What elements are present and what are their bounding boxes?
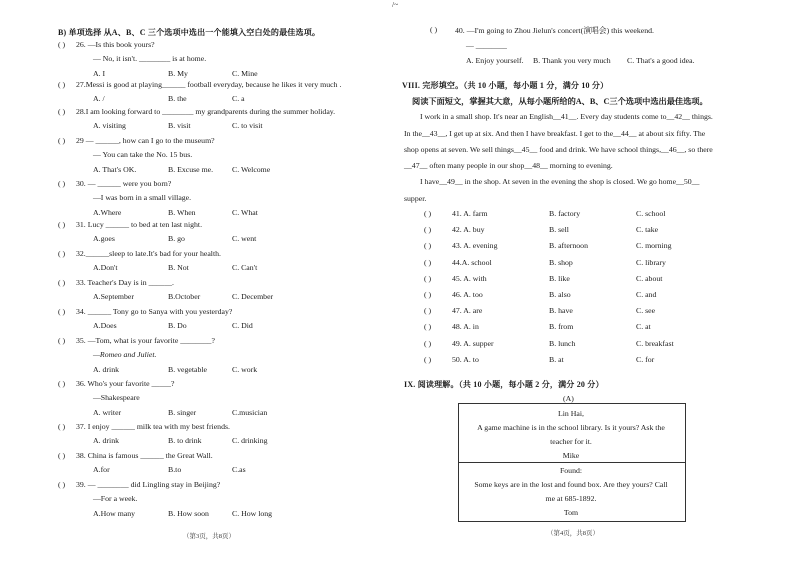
cloze-option-a: 45. A. with	[452, 273, 487, 283]
option-c: C. Mine	[232, 69, 258, 78]
q40-option-c: C. That's a good idea.	[627, 56, 695, 65]
option-c: C. drinking	[232, 436, 268, 445]
cloze-option-b: B. sell	[549, 225, 569, 235]
option-a: A. drink	[93, 365, 119, 374]
cloze-paren: ( )	[424, 225, 432, 235]
cloze-option-a: 49. A. supper	[452, 338, 494, 348]
option-b: B.to	[168, 465, 182, 474]
cloze-option-c: C. library	[636, 257, 666, 267]
option-c: C.as	[232, 465, 246, 474]
option-b: B. When	[168, 208, 196, 217]
section-viii-heading: VIII. 完形填空。（共 10 小题，每小题 1 分，满分 10 分）	[402, 81, 609, 90]
question-stem: 33. Teacher's Day is in ______.	[76, 278, 174, 287]
cloze-option-c: C. about	[636, 273, 663, 283]
notice1-line: A game machine is in the school library. Is it yours? Ask the	[477, 423, 665, 432]
question-paren: ( )	[58, 80, 66, 89]
cloze-paren: ( )	[424, 354, 432, 364]
notice1-signature: Mike	[562, 451, 580, 460]
cloze-option-a: 47. A. are	[452, 306, 483, 316]
option-c: C. Did	[232, 321, 253, 330]
passage-line-5: I have__49__ in the shop. At seven in the evening the shop is closed. We go home__50__	[420, 177, 700, 186]
cloze-option-a: 43. A. evening	[452, 241, 498, 251]
cloze-option-a: 42. A. buy	[452, 225, 485, 235]
cloze-paren: ( )	[424, 338, 432, 348]
cloze-option-c: C. school	[636, 209, 666, 218]
option-b: B. vegetable	[168, 365, 207, 374]
top-mark: /~	[392, 0, 399, 9]
cloze-option-a: 48. A. in	[452, 322, 479, 332]
cloze-paren: ( )	[424, 273, 432, 283]
option-a: A. drink	[93, 436, 119, 445]
question-stem: 29 — ______, how can I go to the museum?	[76, 136, 215, 145]
option-c: C. went	[232, 234, 257, 243]
cloze-paren: ( )	[424, 306, 432, 316]
question-stem: 27.Messi is good at playing______ football everyday, because he likes it very much .	[76, 80, 342, 89]
question-paren: ( )	[58, 220, 66, 229]
option-c: C. to visit	[232, 121, 263, 130]
option-b: B. visit	[168, 121, 191, 130]
cloze-option-b: B. lunch	[549, 338, 576, 348]
q40-option-b: B. Thank you very much	[533, 56, 611, 65]
option-b: B. go	[168, 234, 185, 243]
option-b: B. Excuse me.	[168, 165, 214, 174]
question-paren: ( )	[58, 451, 66, 460]
question-stem: 32.______sleep to late.It's bad for your health.	[76, 249, 221, 258]
cloze-option-c: C. for	[636, 354, 655, 364]
question-stem: 39. — ________ did Lingling stay in Beijing?	[76, 480, 221, 489]
passage-line-4: __47__ often many people in our shop__48__ morning to evening.	[404, 161, 613, 170]
question-stem: 26. —Is this book yours?	[76, 40, 155, 49]
q40-line2: — ________	[466, 41, 507, 50]
question-stem: 35. —Tom, what is your favorite ________?	[76, 336, 215, 345]
passage-line-1: I work in a small shop. It's near an English__41__. Every day students come to__42__ things.	[420, 112, 713, 121]
passage-line-2: In the__43__, I get up at six. And then I have breakfast. I get to the__44__ at about six fifty. The	[404, 129, 706, 138]
cloze-option-b: B. factory	[549, 209, 581, 218]
cloze-option-c: C. morning	[636, 241, 672, 251]
cloze-paren: ( )	[424, 241, 432, 251]
cloze-option-c: C. and	[636, 290, 657, 299]
cloze-option-b: B. from	[549, 322, 574, 332]
option-b: B.October	[168, 292, 201, 301]
cloze-option-a: 41. A. farm	[452, 209, 488, 218]
notice1-greeting: Lin Hai,	[558, 409, 584, 418]
question-stem: 36. Who's your favorite _____?	[76, 379, 175, 388]
option-b: B. My	[168, 69, 188, 78]
option-b: B. Do	[168, 321, 187, 330]
question-paren: ( )	[58, 307, 66, 316]
passage-a-label: (A)	[563, 394, 574, 403]
cloze-paren: ( )	[424, 290, 432, 299]
section-ix-heading: IX. 阅读理解。（共 10 小题，每小题 2 分，满分 20 分）	[404, 380, 604, 389]
question-line2: — You can take the No. 15 bus.	[93, 150, 193, 159]
option-a: A.for	[93, 465, 110, 474]
option-a: A. writer	[93, 408, 122, 417]
cloze-option-a: 50. A. to	[452, 354, 479, 364]
option-c: C. Can't	[232, 263, 258, 272]
question-line2: —I was born in a small village.	[93, 193, 192, 202]
passage-line-6: supper.	[404, 194, 427, 203]
option-c: C.musician	[232, 408, 268, 417]
option-a: A.Where	[93, 208, 122, 217]
notice2-line: Some keys are in the lost and found box. Are they yours? Call	[474, 480, 668, 489]
cloze-option-b: B. afternoon	[549, 241, 588, 251]
option-c: C. a	[232, 94, 245, 103]
option-b: B. singer	[168, 408, 197, 417]
question-paren: ( )	[58, 336, 66, 345]
notice2-title: Found:	[559, 466, 583, 475]
option-b: B. Not	[168, 263, 189, 272]
notice2-signature: Tom	[563, 508, 579, 517]
option-c: C. December	[232, 292, 274, 301]
option-a: A. /	[93, 94, 105, 103]
question-stem: 37. I enjoy ______ milk tea with my best friends.	[76, 422, 230, 431]
cloze-option-b: B. at	[549, 354, 564, 364]
question-stem: 34. ______ Tony go to Sanya with you yesterday?	[76, 307, 233, 316]
option-a: A.September	[93, 292, 134, 301]
question-paren: ( )	[58, 136, 66, 145]
q40-option-a: A. Enjoy yourself.	[466, 56, 524, 65]
question-paren: ( )	[58, 379, 66, 388]
cloze-paren: ( )	[424, 209, 432, 218]
question-line2: —Romeo and Juliet.	[93, 350, 157, 359]
notice1-line-2: teacher for it.	[550, 437, 592, 446]
notice2-line-2: me at 685-1892.	[545, 494, 597, 503]
cloze-option-a: 46. A. too	[452, 290, 483, 299]
question-paren: ( )	[58, 107, 66, 116]
question-line2: —For a week.	[93, 494, 138, 503]
section-viii-instructions: 阅读下面短文，掌握其大意，从每小题所给的A、B、C三个选项中选出最佳选项。	[412, 97, 708, 106]
question-stem: 38. China is famous ______ the Great Wall.	[76, 451, 213, 460]
question-line2: — No, it isn't. ________ is at home.	[93, 54, 207, 63]
cloze-option-a: 44.A. school	[452, 257, 492, 267]
question-line2: —Shakespeare	[93, 393, 140, 402]
cloze-option-b: B. shop	[549, 257, 573, 267]
cloze-option-b: B. have	[549, 306, 573, 316]
notice-divider	[458, 462, 685, 463]
cloze-option-b: B. also	[549, 290, 571, 299]
question-paren: ( )	[58, 179, 66, 188]
cloze-option-c: C. breakfast	[636, 338, 674, 348]
option-a: A.Don't	[93, 263, 118, 272]
question-paren: ( )	[58, 40, 66, 49]
q40-stem: 40. —I'm going to Zhou Jielun's concert(演唱会) this weekend.	[455, 26, 654, 35]
section-b-heading: B) 单项选择 从A、B、C 三个选项中选出一个能填入空白处的最佳选项。	[58, 28, 321, 37]
option-a: A.How many	[93, 509, 136, 518]
question-paren: ( )	[58, 278, 66, 287]
q40-paren: ( )	[430, 25, 438, 34]
cloze-option-b: B. like	[549, 273, 570, 283]
option-a: A.Does	[93, 321, 117, 330]
option-c: C. How long	[232, 509, 273, 518]
question-stem: 28.I am looking forward to ________ my grandparents during the summer holiday.	[76, 107, 336, 116]
option-c: C. work	[232, 365, 258, 374]
option-a: A. That's OK.	[93, 165, 137, 174]
option-a: A.goes	[93, 234, 115, 243]
option-a: A. I	[93, 69, 106, 78]
question-stem: 30. — ______ were you born?	[76, 179, 172, 188]
question-paren: ( )	[58, 422, 66, 431]
cloze-option-c: C. at	[636, 322, 651, 332]
left-page-footer: （第3页，共8页）	[183, 533, 235, 540]
option-b: B. the	[168, 94, 187, 103]
cloze-paren: ( )	[424, 257, 432, 267]
question-paren: ( )	[58, 249, 66, 258]
cloze-option-c: C. take	[636, 225, 659, 235]
question-paren: ( )	[58, 480, 66, 489]
cloze-option-c: C. see	[636, 306, 656, 316]
option-a: A. visiting	[93, 121, 126, 130]
option-b: B. to drink	[168, 436, 202, 445]
passage-line-3: shop opens at seven. We sell things__45__ food and drink. We have school things,__46__, so there	[404, 145, 713, 154]
cloze-paren: ( )	[424, 322, 432, 332]
option-b: B. How soon	[168, 509, 209, 518]
option-c: C. Welcome	[232, 165, 271, 174]
right-page-footer: （第4页，共8页）	[547, 530, 599, 537]
option-c: C. What	[232, 208, 258, 217]
question-stem: 31. Lucy ______ to bed at ten last night.	[76, 220, 203, 229]
